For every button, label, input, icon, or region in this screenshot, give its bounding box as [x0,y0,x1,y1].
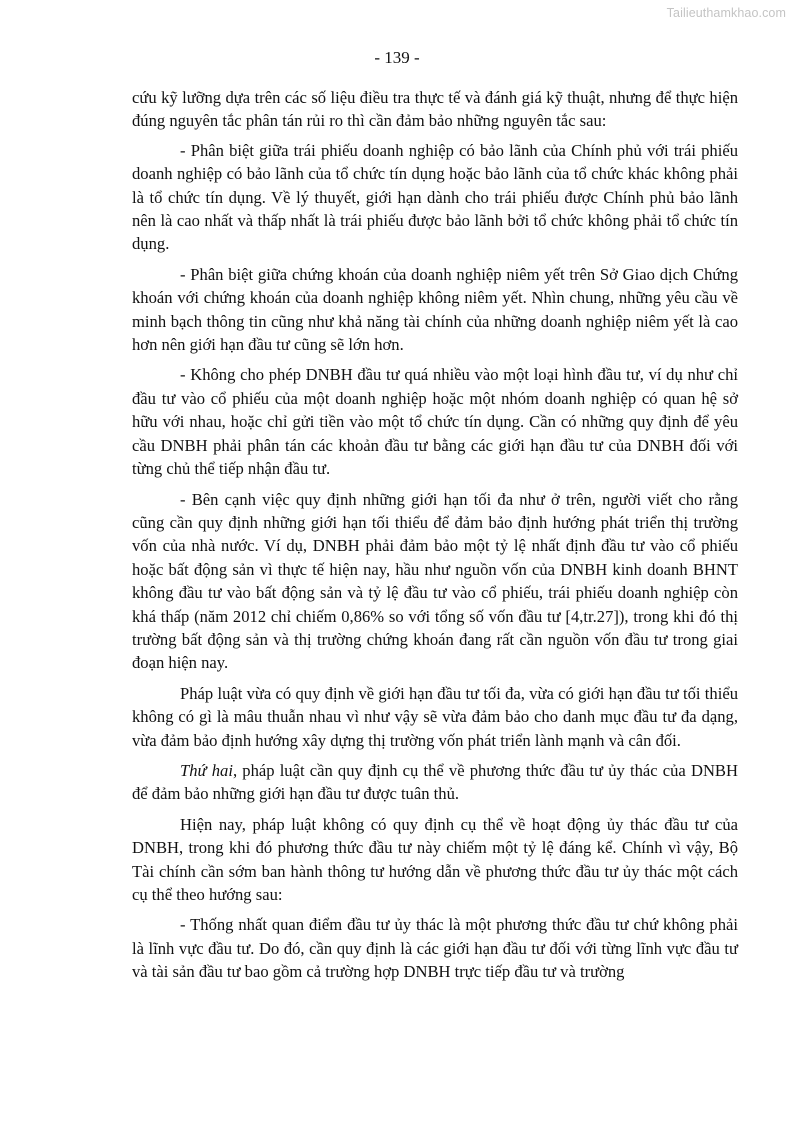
paragraph: - Phân biệt giữa chứng khoán của doanh nghiệp niêm yết trên Sở Giao dịch Chứng khoán với chứng khoán của doanh nghiệp không niêm yết. Nhìn chung, những yêu cầu về minh bạch thông tin cũng như khả năng tài chính của những doanh nghiệp niêm yết là cao hơn nên giới hạn đầu tư cũng sẽ lớn hơn. [132,264,738,355]
page-number: - 139 - [374,48,420,67]
paragraph: - Bên cạnh việc quy định những giới hạn tối đa như ở trên, người viết cho rằng cũng cần quy định những giới hạn tối thiểu để đảm bảo định hướng phát triển thị trường vốn của nhà nước. Ví dụ, DNBH phải đảm bảo một tỷ lệ nhất định đầu tư vào cổ phiếu hoặc bất động sản vì thực tế hiện nay, hầu như nguồn vốn của DNBH kinh doanh BHNT không đầu tư vào bất động sản và tỷ lệ đầu tư vào cổ phiếu, trái phiếu doanh nghiệp còn khá thấp (năm 2012 chỉ chiếm 0,86% so với tổng số vốn đầu tư [4,tr.27]), trong khi đó thị trường bất động sản và thị trường chứng khoán đang rất cần nguồn vốn đầu tư trong giai đoạn hiện nay. [132,489,738,673]
document-body [132,86,738,991]
watermark: Tailieuthamkhao.com [666,6,786,20]
paragraph: - Phân biệt giữa trái phiếu doanh nghiệp có bảo lãnh của Chính phủ với trái phiếu doanh nghiệp có bảo lãnh của tổ chức tín dụng hoặc bảo lãnh của tổ chức khác không phải là tổ chức tín dụng. Về lý thuyết, giới hạn dành cho trái phiếu được Chính phủ bảo lãnh nên là cao nhất và thấp nhất là trái phiếu được bảo lãnh bởi tổ chức không phải tổ chức tín dụng. [132,140,738,254]
paragraph: Pháp luật vừa có quy định về giới hạn đầu tư tối đa, vừa có giới hạn đầu tư tối thiểu không có gì là mâu thuẫn nhau vì như vậy sẽ vừa đảm bảo cho danh mục đầu tư đa dạng, vừa đảm bảo định hướng xây dựng thị trường vốn phát triển lành mạnh và cân đối. [132,683,738,750]
paragraph: cứu kỹ lưỡng dựa trên các số liệu điều tra thực tế và đánh giá kỹ thuật, nhưng để thực hiện đúng nguyên tắc phân tán rủi ro thì cần đảm bảo những nguyên tắc sau: [132,88,738,131]
paragraph-second-point [132,759,738,806]
paragraph-rest: , pháp luật cần quy định cụ thể về phương thức đầu tư ủy thác của DNBH để đảm bảo những giới hạn đầu tư được tuân thủ. [132,760,738,804]
paragraph: - Thống nhất quan điểm đầu tư ủy thác là một phương thức đầu tư chứ không phải là lĩnh vực đầu tư. Do đó, cần quy định là các giới hạn đầu tư đối với từng lĩnh vực đầu tư và tài sản đầu tư bao gồm cả trường hợp DNBH trực tiếp đầu tư và trường [132,915,738,982]
paragraph: - Không cho phép DNBH đầu tư quá nhiều vào một loại hình đầu tư, ví dụ như chỉ đầu tư vào cổ phiếu của một doanh nghiệp hoặc một nhóm doanh nghiệp có quan hệ sở hữu với nhau, hoặc chỉ gửi tiền vào một tổ chức tín dụng. Cần có những quy định để yêu cầu DNBH phải phân tán các khoản đầu tư bằng các giới hạn đầu tư của DNBH đối với từng chủ thể tiếp nhận đầu tư. [132,365,738,479]
italic-lead: Thứ hai [180,760,233,780]
paragraph: Hiện nay, pháp luật không có quy định cụ thể về hoạt động ủy thác đầu tư của DNBH, trong khi đó phương thức đầu tư này chiếm một tỷ lệ đáng kể. Chính vì vậy, Bộ Tài chính cần sớm ban hành thông tư hướng dẫn về phương thức đầu tư ủy thác một cách cụ thể theo hướng sau: [132,814,738,904]
